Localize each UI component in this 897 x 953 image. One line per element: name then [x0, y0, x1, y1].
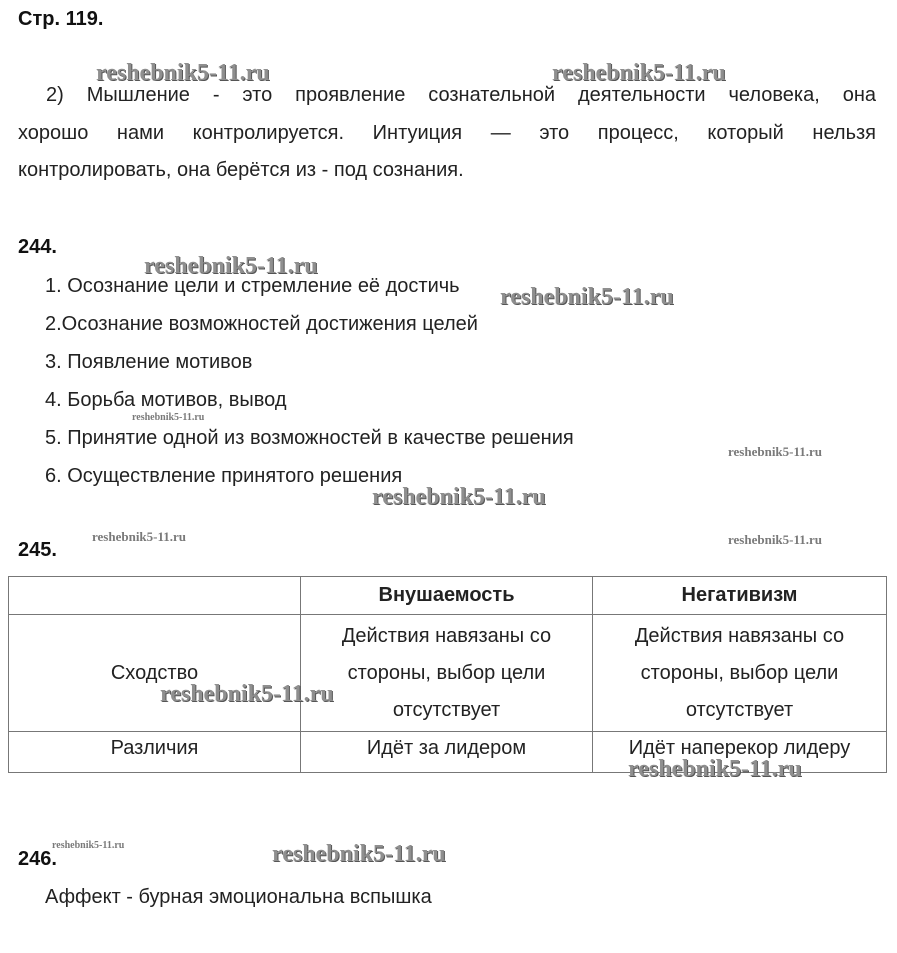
watermark: reshebnik5-11.ru — [728, 532, 823, 547]
task-244-item-3: 3. Появление мотивов — [45, 351, 253, 373]
task-244-item-1: 1. Осознание цели и стремление её достичь — [45, 275, 460, 297]
task-245-number: 245. — [18, 539, 57, 561]
watermark: reshebnik5-11.ru — [132, 412, 205, 423]
intro-line-2: хорошо нами контролируется. Интуиция — это процесс, который нельзя — [18, 122, 876, 144]
similarity-negativism-text: Действия навязаны со стороны, выбор цели отсутствует — [634, 624, 845, 721]
task-244-item-5: 5. Принятие одной из возможностей в качестве решения — [45, 427, 574, 449]
table-header-row — [9, 577, 887, 615]
similarity-negativism-cell — [593, 615, 887, 732]
task-246-number: 246. — [18, 848, 57, 870]
differences-negativism-cell: Идёт наперекор лидеру — [593, 732, 887, 773]
watermark: reshebnik5-11.ru — [500, 284, 674, 310]
watermark: reshebnik5-11.ru — [160, 681, 334, 707]
watermark: reshebnik5-11.ru — [552, 60, 726, 86]
comparison-table — [8, 576, 887, 773]
watermark: reshebnik5-11.ru — [144, 253, 318, 279]
task-246-text: Аффект - бурная эмоциональна вспышка — [45, 886, 432, 908]
watermark: reshebnik5-11.ru — [628, 756, 802, 782]
task-244-item-4: 4. Борьба мотивов, вывод — [45, 389, 287, 411]
watermark: reshebnik5-11.ru — [372, 484, 546, 510]
watermark: reshebnik5-11.ru — [92, 529, 187, 544]
differences-suggestibility-cell: Идёт за лидером — [301, 732, 593, 773]
row-label-differences: Различия — [9, 732, 301, 773]
task-244-number: 244. — [18, 236, 57, 258]
watermark: reshebnik5-11.ru — [728, 444, 823, 459]
table-header-suggestibility: Внушаемость — [301, 577, 593, 615]
page-header: Стр. 119. — [18, 8, 104, 30]
intro-line-3: контролировать, она берётся из - под сознания. — [18, 159, 464, 181]
table-row — [9, 615, 887, 732]
watermark: reshebnik5-11.ru — [272, 841, 446, 867]
table-header-negativism: Негативизм — [593, 577, 887, 615]
similarity-suggestibility-text: Действия навязаны со стороны, выбор цели отсутствует — [341, 624, 552, 721]
task-244-item-6: 6. Осуществление принятого решения — [45, 465, 403, 487]
intro-line-1: 2) Мышление - это проявление сознательной деятельности человека, она — [46, 84, 876, 106]
watermark: reshebnik5-11.ru — [96, 60, 270, 86]
row-label-similarity: Сходство — [9, 615, 301, 732]
task-244-item-2: 2.Осознание возможностей достижения целей — [45, 313, 478, 335]
similarity-suggestibility-cell — [301, 615, 593, 732]
table-header-empty — [9, 577, 301, 615]
watermark: reshebnik5-11.ru — [52, 840, 125, 851]
